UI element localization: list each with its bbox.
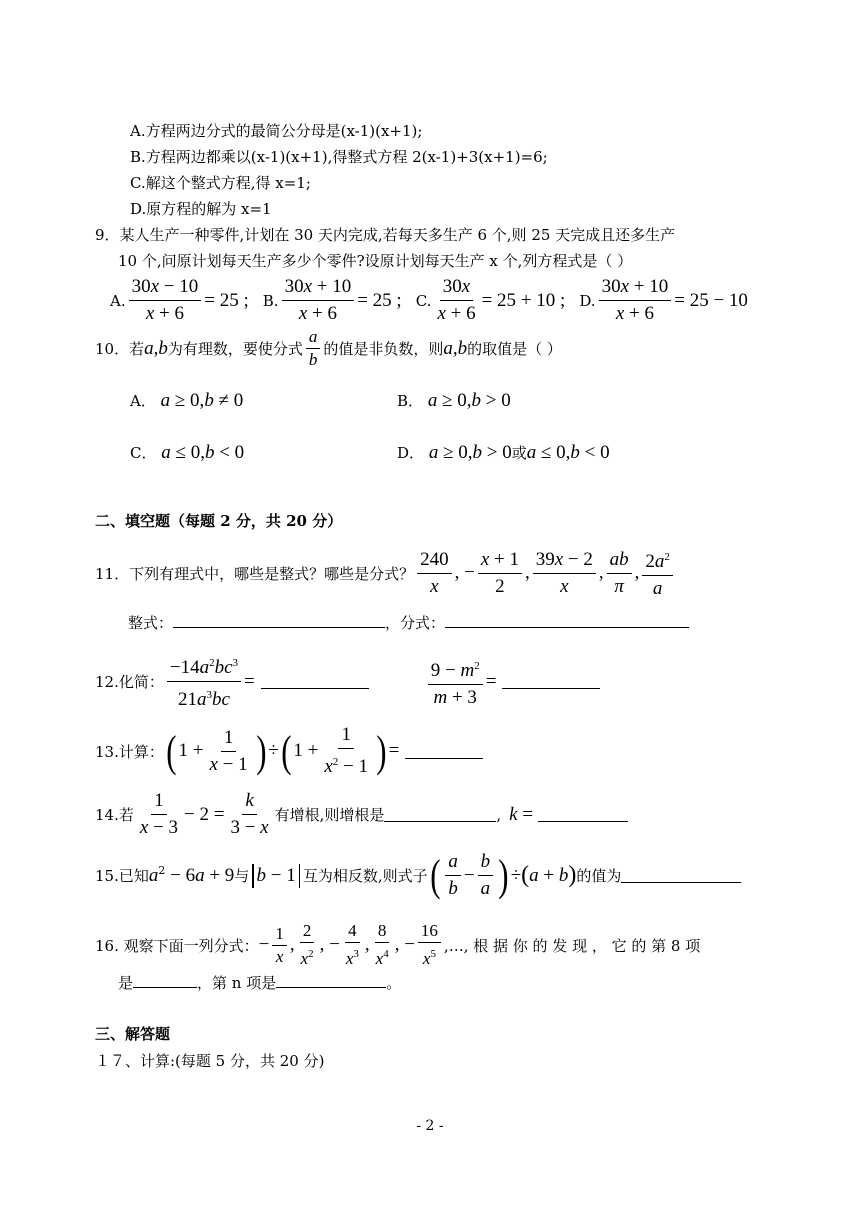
q10-option-b-label: B．	[397, 392, 424, 410]
q9-option-c-label: C.	[415, 291, 432, 310]
q14-mid: 有增根,则增根是	[274, 806, 385, 824]
q11-whole-blank[interactable]	[173, 613, 385, 628]
q15-fraction-1: $\frac{a}{b}$	[445, 851, 461, 900]
q16-termn-blank[interactable]	[276, 973, 386, 988]
q9-option-c-fraction: $\frac{30x}{x + 6}$	[437, 276, 476, 324]
q15-prefix: 15.已知	[95, 867, 149, 885]
q15-mid: 与	[234, 867, 250, 885]
q16-prefix: 16. 观察下面一列分式：	[95, 936, 259, 955]
q11-whole-label: 整式：	[128, 614, 174, 632]
q14-root-blank[interactable]	[384, 807, 496, 822]
q8-option-d: D.原方程的解为 x=1	[130, 200, 272, 218]
q10-option-a: A． a ≥ 0,b ≠ 0	[130, 390, 244, 411]
q10-option-d: D． a ≥ 0,b > 0或a ≤ 0,b < 0	[397, 442, 610, 463]
q10-prefix: 10．若	[95, 340, 145, 358]
q11-answer-line	[128, 612, 689, 633]
q11-expr-1: $\frac{240}{x}$	[417, 549, 452, 598]
q16-term-3: $\frac{4}{x^3}$	[345, 921, 359, 968]
q15-stem: 15.已知 a $^2$ − 6 a + 9 与 b − 1 互为相反数,则式子 ( $\frac{a}{b}$ − $\frac{b}{a}$ ) ÷ ( a + b ) 的值为	[95, 850, 741, 901]
q12-expr-2: $\frac{9 - m^2}{m + 3}$	[428, 655, 483, 709]
q10-stem: 10．若 a , b 为有理数，要使分式 $\frac{a}{b}$ 的值是非负数，则 a , b 的取值是（ ）	[95, 327, 562, 369]
q14-fraction-1: $\frac{1}{x - 3}$	[139, 790, 179, 838]
q12-blank-2[interactable]	[502, 674, 600, 689]
q9-text-line2: 10 个,问原计划每天生产多少个零件?设原计划每天生产 x 个,列方程式是（ ）	[118, 252, 633, 270]
q11-frac-blank[interactable]	[445, 613, 689, 628]
q16-term-5: $\frac{16}{x^5}$	[418, 922, 441, 968]
page-number: - 2 -	[416, 1118, 444, 1134]
q14-comma: ,	[496, 805, 502, 824]
q15-mid2: 互为相反数,则式子	[302, 867, 428, 885]
q16-term8-blank[interactable]	[133, 973, 197, 988]
q16-stem: 16. 观察下面一列分式： − $\frac{1}{x}$ , $\frac{2}{x^2}$ , − $\frac{4}{x^3}$ , $\frac{8}{x^4}$ , − $\frac{16}{x^5}$ ,…, 根 据 你 的 发 现 ， 它 的 第 8 项	[95, 921, 701, 968]
q11-expr-2: $\frac{x + 1}{2}$	[478, 549, 522, 598]
q9-option-d-label: D.	[579, 291, 596, 310]
q14-prefix: 14.若	[95, 806, 134, 824]
q8-option-a: A.方程两边分式的最简公分母是(x-1)(x+1);	[130, 122, 423, 140]
q15-blank[interactable]	[621, 868, 741, 883]
q13-stem: 13.计算： ( 1 + $\frac{1}{x - 1}$ ) ÷ ( 1 + $\frac{1}{x^2 - 1}$ ) =	[95, 724, 483, 778]
q16-line2-b: ，第 n 项是	[197, 974, 277, 992]
q10-option-c: C． a ≤ 0,b < 0	[130, 442, 245, 463]
section2-title: 二、填空题（每题 2 分，共 20 分）	[95, 512, 343, 530]
q13-fraction-2: $\frac{1}{x^2 - 1}$	[324, 724, 369, 777]
q9-option-d-fraction: $\frac{30x + 10}{x + 6}$	[599, 276, 672, 325]
q10-option-a-label: A．	[130, 392, 156, 410]
q10-option-b: B． a ≥ 0,b > 0	[397, 390, 511, 411]
q11-stem: 11．下列有理式中，哪些是整式？哪些是分式？ $\frac{240}{x}$ , − $\frac{x + 1}{2}$ , $\frac{39x - 2}{x}$ , $\frac{ab}{\pi}$ , $\frac{2a^2}{a}$	[95, 546, 676, 600]
q16-term-1: $\frac{1}{x}$	[272, 925, 287, 966]
q10-option-d-label: D．	[397, 444, 425, 462]
q11-prefix: 11．下列有理式中，哪些是整式？哪些是分式？	[95, 564, 415, 583]
section3-title: 三、解答题	[95, 1025, 171, 1043]
q16-term-4: $\frac{8}{x^4}$	[375, 921, 389, 968]
q16-line2-c: 。	[386, 974, 402, 992]
q9-option-a-label: A.	[110, 291, 126, 310]
q11-expr-5: $\frac{2a^2}{a}$	[642, 546, 673, 600]
q14-stem: 14.若 $\frac{1}{x - 3}$ − 2 = $\frac{k}{3 - x}$ 有增根,则增根是 , k =	[95, 790, 628, 839]
q9-option-a-fraction: $\frac{30x - 10}{x + 6}$	[129, 276, 202, 325]
q9-options: A. $\frac{30x - 10}{x + 6}$ = 25 ; B. $\frac{30x + 10}{x + 6}$ = 25 ; C. $\frac{30x}{x + 6}$ = 25 + 10 ; D. $\frac{30x + 10}{x + 6}$ = 25 − 10	[110, 276, 748, 324]
q15-fraction-2: $\frac{b}{a}$	[478, 851, 494, 900]
q14-k-blank[interactable]	[538, 807, 628, 822]
q10-mid2: 的值是非负数，则	[323, 340, 444, 358]
q11-frac-label: ，分式：	[385, 614, 446, 632]
q15-suffix: 的值为	[576, 867, 622, 885]
q9-option-b-fraction: $\frac{30x + 10}{x + 6}$	[282, 276, 355, 325]
q16-line2-a: 是	[118, 974, 134, 992]
q9-text-line1: 9．某人生产一种零件,计划在 30 天内完成,若每天多生产 6 个,则 25 天完成且还多生产	[95, 226, 676, 244]
q13-fraction-1: $\frac{1}{x - 1}$	[209, 726, 248, 775]
q11-expr-4: $\frac{ab}{\pi}$	[607, 549, 632, 598]
q10-or-word: 或	[511, 444, 527, 462]
q16-line2	[118, 972, 401, 993]
q9-option-b-label: B.	[262, 291, 279, 310]
q10-fraction: $\frac{a}{b}$	[306, 328, 321, 369]
q12-stem: 12.化简： $\frac{-14a^2bc^3}{21a^3bc}$ = $\frac{9 - m^2}{m + 3}$ =	[95, 652, 600, 711]
q16-after: ,…, 根 据 你 的 发 现 ， 它 的 第 8 项	[443, 936, 701, 955]
q8-option-c: C.解这个整式方程,得 x=1;	[130, 174, 311, 192]
q11-expr-3: $\frac{39x - 2}{x}$	[533, 549, 596, 598]
q10-mid: 为有理数，要使分式	[167, 340, 303, 358]
q12-blank-1[interactable]	[261, 674, 369, 689]
q17-stem: １７、计算:(每题 5 分，共 20 分)	[95, 1052, 325, 1070]
q12-expr-1: $\frac{-14a^2bc^3}{21a^3bc}$	[167, 652, 241, 711]
q8-option-b: B.方程两边都乘以(x-1)(x+1),得整式方程 2(x-1)+3(x+1)=6;	[130, 148, 548, 166]
q10-suffix: 的取值是（ ）	[467, 340, 562, 358]
q10-option-c-label: C．	[130, 444, 157, 462]
q12-prefix: 12.化简：	[95, 673, 164, 691]
q16-term-2: $\frac{2}{x^2}$	[300, 921, 314, 968]
q13-blank[interactable]	[405, 744, 483, 759]
q14-fraction-2: $\frac{k}{3 - x}$	[230, 790, 269, 838]
q13-prefix: 13.计算：	[95, 742, 164, 761]
